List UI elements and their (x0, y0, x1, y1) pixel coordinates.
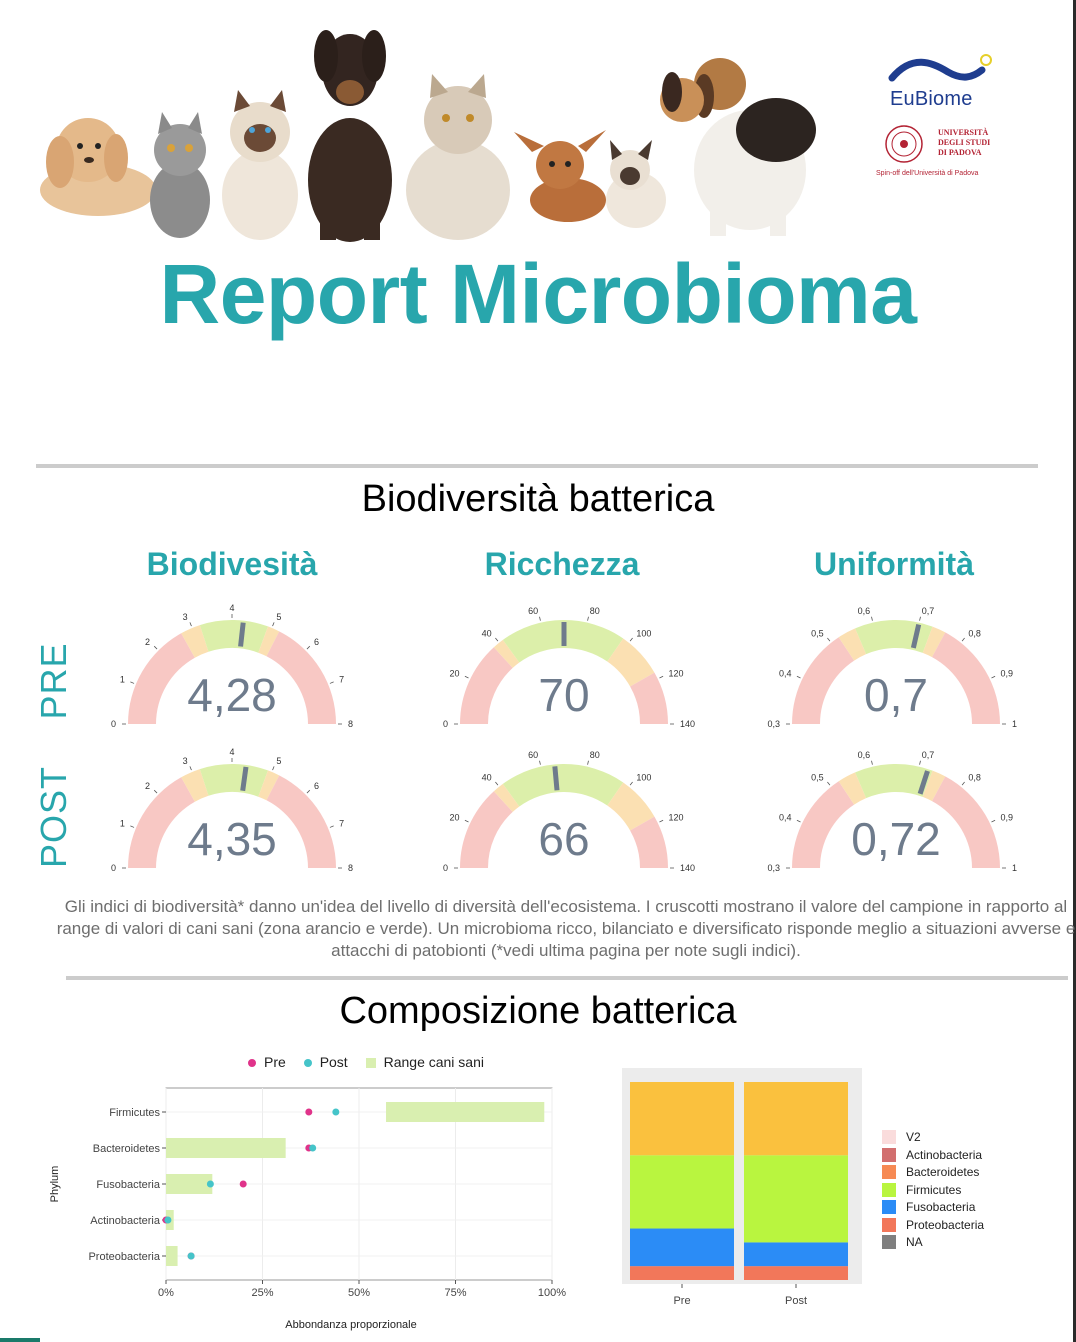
page-title: Report Microbioma (159, 247, 917, 341)
stack-segment-proteobacteria (744, 1266, 848, 1280)
gauge-biodiversita-post (112, 740, 352, 880)
point-post (164, 1217, 171, 1224)
gauge-tick-label: 40 (481, 772, 492, 783)
gauge-tick (495, 782, 497, 785)
gauge-tick-label: 8 (348, 863, 354, 873)
gauge-tick-label: 0,9 (1000, 812, 1014, 823)
gauge-tick-label: 7 (339, 674, 345, 685)
gauge-tick (540, 761, 541, 765)
gauge-tick (962, 782, 964, 785)
gauge-tick-label: 3 (182, 755, 188, 766)
stack-segment-firmicutes (630, 1155, 734, 1228)
university-logo-text: UNIVERSITÀ DEGLI STUDI DI PADOVA (938, 128, 991, 157)
section-divider (66, 976, 1068, 980)
gauge-tick-label: 0,8 (968, 628, 981, 639)
x-tick-label: 25% (251, 1287, 274, 1299)
gauge-uniformita-pre (767, 596, 1018, 736)
point-post (207, 1181, 214, 1188)
column-heading-ricchezza: Ricchezza (484, 546, 640, 582)
legend-swatch (882, 1130, 896, 1144)
x-tick-label: 50% (347, 1287, 371, 1299)
cat-himalayan-illustration (222, 90, 298, 240)
gauge-value: 0,72 (851, 813, 941, 865)
gauge-tick (630, 782, 632, 785)
gauge-tick-label: 80 (589, 605, 600, 616)
spinoff-caption: Spin-off dell'Università di Padova (876, 170, 979, 177)
gauge-tick-label: 0,4 (778, 668, 792, 679)
legend-label: Firmicutes (906, 1182, 962, 1197)
y-tick-label: Fusobacteria (96, 1179, 160, 1191)
gauge-tick (920, 617, 921, 621)
section-divider (36, 464, 1038, 468)
gauge-tick (630, 638, 632, 641)
gauge-tick (588, 617, 589, 621)
gauge-tick-label: 20 (449, 812, 460, 823)
gauge-tick-label: 80 (589, 749, 600, 760)
gauge-tick-label: 0,8 (968, 772, 981, 783)
gauge-tick-label: 5 (276, 755, 282, 766)
composition-section-title: Composizione batterica (339, 990, 737, 1032)
biodiversity-note: Gli indici di biodiversità* danno un'idea del livello di diversità dell'ecosistema. I cruscotti mostrano il valore del campione in rapporto al range di valori di cani sani (zona arancio e verde). Un microbioma ricco, bilanciato e diversificato risponde meglio a situazioni avverse e attacchi di patobionti (*vedi ultima pagina per note sugli indici). (56, 897, 1076, 960)
gauge-tick-label: 120 (668, 668, 684, 679)
x-tick-label: 75% (444, 1287, 467, 1299)
gauge-tick (307, 646, 310, 649)
gauge-tick-label: 6 (314, 780, 320, 791)
range-bar (386, 1102, 544, 1122)
gauge-tick (190, 622, 192, 626)
gauge-tick-label: 60 (528, 605, 539, 616)
gauge-tick-label: 4 (229, 603, 235, 613)
gauge-tick (307, 790, 310, 793)
gauge-tick-label: 100 (636, 628, 652, 639)
x-tick-label: 0% (158, 1287, 174, 1299)
stack-segment-proteobacteria (630, 1266, 734, 1280)
gauge-tick-label: 20 (449, 668, 460, 679)
column-heading-biodiversita: Biodivesità (146, 546, 318, 582)
gauge-ricchezza-pre (442, 596, 696, 736)
gauge-zone-green (200, 620, 268, 653)
gauge-tick-label: 0,6 (857, 749, 871, 760)
gauge-tick-label: 40 (481, 628, 492, 639)
gauge-ricchezza-post (442, 740, 696, 880)
gauge-tick-label: 140 (680, 719, 696, 729)
row-label-post: POST (33, 766, 74, 869)
pets-banner-image (20, 0, 860, 250)
x-tick-label: Post (784, 1295, 808, 1307)
dog-doberman-illustration (308, 30, 392, 242)
gauge-tick (190, 766, 192, 770)
gauge-tick (827, 638, 829, 641)
legend-swatch (882, 1183, 896, 1197)
gauge-zone-green (503, 764, 623, 807)
gauge-tick (588, 761, 589, 765)
y-tick-label: Firmicutes (109, 1107, 160, 1119)
point-post (332, 1109, 339, 1116)
phylum-stacked-bar-chart (612, 1068, 1072, 1318)
stack-segment-fusobacteria (744, 1242, 848, 1266)
gauge-tick (920, 761, 921, 765)
gauge-tick-label: 0 (110, 719, 116, 729)
point-pre (240, 1181, 247, 1188)
legend-label: Bacteroidetes (906, 1165, 980, 1179)
range-bar (166, 1174, 212, 1194)
gauge-tick (827, 782, 829, 785)
gauge-uniformita-post (767, 740, 1018, 880)
page-corner-accent (0, 1338, 40, 1342)
eubiome-logo-text: EuBiome (890, 88, 973, 110)
legend-swatch (882, 1235, 896, 1249)
gauge-tick-label: 0,7 (921, 749, 935, 760)
phylum-dot-plot (40, 1048, 580, 1342)
legend-label: V2 (906, 1130, 921, 1144)
y-tick-label: Bacteroidetes (92, 1143, 160, 1155)
y-axis-label: Phylum (49, 1165, 61, 1203)
legend-swatch (882, 1218, 896, 1232)
y-tick-label: Actinobacteria (90, 1215, 160, 1227)
stack-segment-bacteroidetes (744, 1082, 848, 1155)
range-bar (166, 1246, 178, 1266)
gauge-value: 66 (538, 813, 590, 865)
gauge-tick-label: 0 (442, 863, 448, 873)
legend-item-post: Post (304, 1054, 348, 1070)
gauge-tick (495, 638, 497, 641)
cat-siamese-illustration (606, 140, 666, 228)
partner-logos (862, 48, 1012, 198)
point-post (309, 1145, 316, 1152)
gauge-biodiversita-pre (112, 596, 352, 736)
gauge-value: 70 (538, 669, 590, 721)
gauge-tick-label: 6 (314, 636, 320, 647)
gauge-tick-label: 0,5 (811, 628, 824, 639)
gauge-tick-label: 5 (276, 611, 282, 622)
gauge-tick-label: 2 (144, 636, 150, 647)
cat-persian-illustration (406, 74, 510, 240)
gauge-tick-label: 2 (144, 780, 150, 791)
legend-swatch (882, 1148, 896, 1162)
x-tick-label: Pre (673, 1295, 691, 1307)
gauge-tick-label: 0,7 (921, 605, 935, 616)
y-tick-label: Proteobacteria (88, 1251, 160, 1263)
gauge-tick-label: 4 (229, 747, 235, 757)
x-axis-label: Abbondanza proporzionale (285, 1319, 417, 1331)
legend-swatch (882, 1200, 896, 1214)
gauge-tick-label: 0,6 (857, 605, 871, 616)
gauge-tick-label: 0 (110, 863, 116, 873)
legend-label: Proteobacteria (906, 1217, 985, 1232)
puppies-beagle-illustration (660, 58, 816, 236)
legend-label: Fusobacteria (906, 1200, 976, 1214)
gauge-tick-label: 60 (528, 749, 539, 760)
gauge-tick-label: 0 (442, 719, 448, 729)
gauge-tick (154, 790, 157, 793)
gauge-tick-label: 0,3 (767, 719, 780, 729)
legend-swatch (882, 1165, 896, 1179)
gauge-tick-label: 140 (680, 863, 696, 873)
gauge-tick-label: 1 (1012, 719, 1018, 729)
biodiversity-section-title: Biodiversità batterica (361, 478, 715, 520)
puppy-spaniel-illustration (40, 118, 156, 216)
gauge-value: 4,28 (187, 669, 277, 721)
gauge-tick-label: 0,4 (778, 812, 792, 823)
gauge-tick-label: 0,5 (811, 772, 824, 783)
point-post (188, 1253, 195, 1260)
stack-segment-firmicutes (744, 1155, 848, 1242)
stack-segment-fusobacteria (630, 1229, 734, 1267)
gauge-tick-label: 1 (119, 818, 125, 829)
gauge-zone-green (200, 764, 268, 797)
stack-segment-bacteroidetes (630, 1082, 734, 1155)
dog-chihuahua-illustration (514, 130, 606, 222)
column-heading-uniformita: Uniformità (814, 546, 974, 582)
gauge-tick-label: 3 (182, 611, 188, 622)
range-bar (166, 1138, 286, 1158)
gauge-tick-label: 1 (119, 674, 125, 685)
gauge-needle (243, 767, 246, 791)
legend-item-range: Range cani sani (366, 1054, 484, 1070)
gauge-tick (872, 761, 873, 765)
legend-item-pre: Pre (248, 1054, 286, 1070)
gauge-value: 0,7 (864, 669, 928, 721)
gauge-tick (540, 617, 541, 621)
gauge-tick-label: 0,9 (1000, 668, 1014, 679)
gauge-needle (555, 766, 557, 790)
gauge-tick (273, 622, 275, 626)
x-tick-label: 100% (537, 1287, 567, 1299)
gauge-needle (241, 623, 244, 647)
gauge-tick-label: 1 (1012, 863, 1018, 873)
point-pre (305, 1109, 312, 1116)
gauge-tick (273, 766, 275, 770)
gauge-value: 4,35 (187, 813, 277, 865)
gauge-tick (154, 646, 157, 649)
row-label-pre: PRE (33, 642, 74, 720)
gauge-tick-label: 7 (339, 818, 345, 829)
gauge-tick-label: 0,3 (767, 863, 780, 873)
kitten-grey-illustration (150, 112, 210, 238)
gauge-tick-label: 100 (636, 772, 652, 783)
gauge-tick-label: 120 (668, 812, 684, 823)
legend-label: NA (906, 1235, 923, 1249)
legend-label: Actinobacteria (906, 1147, 983, 1162)
gauge-tick-label: 8 (348, 719, 354, 729)
gauge-tick (962, 638, 964, 641)
gauge-tick (872, 617, 873, 621)
